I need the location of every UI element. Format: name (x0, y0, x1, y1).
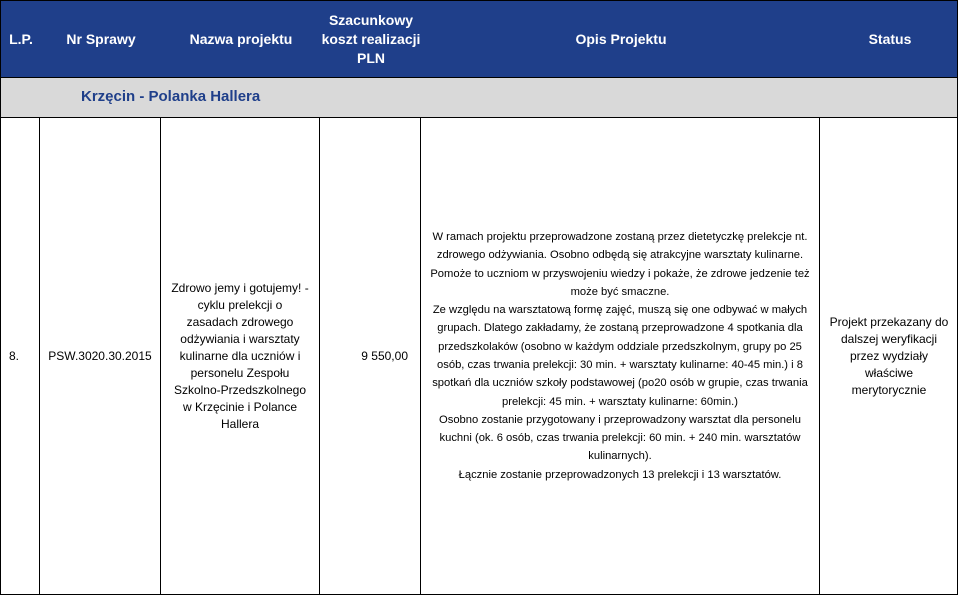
cell-lp: 8. (9, 349, 20, 363)
cell-case-number: PSW.3020.30.2015 (48, 349, 152, 363)
table-header (0, 0, 958, 78)
region-title: Krzęcin - Polanka Hallera (81, 88, 261, 105)
cell-status: Projekt przekazany do dalszej weryfikacji przez wydziały właściwe merytorycznie (829, 314, 949, 397)
header-project-name: Nazwa projektu (189, 30, 293, 47)
description-paragraph: Ze względu na warsztatową formę zajęć, muszą się one odbywać w małych grupach. Dlatego zakładamy, że zostaną przeprowadzone 4 spotkania dla przedszkolaków (osobno w każdym oddziale przedszkolnym, grupy po 25 osób, czas trwania prelekcji: 30 min. + warsztaty kulinarne: 40-45 min.) i 8 spotkań dla uczniów szkoły podstawowej (po20 osób w grupie, czas trwania prelekcji: 45 min. + warsztaty kulinarne: 60min.) (432, 304, 808, 408)
region-row (0, 78, 958, 118)
description-paragraph: Łącznie zostanie przeprowadzonych 13 prelekcji i 13 warsztatów. (458, 468, 782, 481)
header-cost-line1: Szacunkowy (328, 11, 413, 28)
table-row (0, 118, 958, 595)
cell-project-name: Zdrowo jemy i gotujemy! - cyklu prelekcji o zasadach zdrowego odżywiania i warsztaty kulinarne dla uczniów i personelu Zespołu Szkolno-Przedszkolnego w Krzęcinie i Polance Hallera (171, 280, 309, 431)
description-paragraph: Osobno zostanie przygotowany i przeprowadzony warsztat dla personelu kuchni (ok. 6 osób, czas trwania prelekcji: 60 min. + 240 min. warsztatów kulinarnych). (439, 413, 801, 463)
cell-description (421, 118, 819, 594)
header-description: Opis Projektu (575, 30, 667, 47)
cell-estimated-cost: 9 550,00 (361, 349, 408, 363)
header-lp: L.P. (9, 30, 33, 47)
description-paragraph: W ramach projektu przeprowadzone zostaną przez dietetyczkę prelekcje nt. zdrowego odżywiania. Osobno odbędą się atrakcyjne warsztaty kulinarne. Pomoże to uczniom w przyswojeniu wiedzy i pokaże, że zdrowe jedzenie też może być smaczne. (430, 230, 810, 298)
header-status: Status (868, 30, 912, 47)
header-estimated-cost (321, 1, 421, 77)
header-case-number: Nr Sprawy (66, 30, 136, 47)
header-cost-line3: PLN (356, 49, 385, 66)
header-cost-line2: koszt realizacji (321, 30, 421, 47)
